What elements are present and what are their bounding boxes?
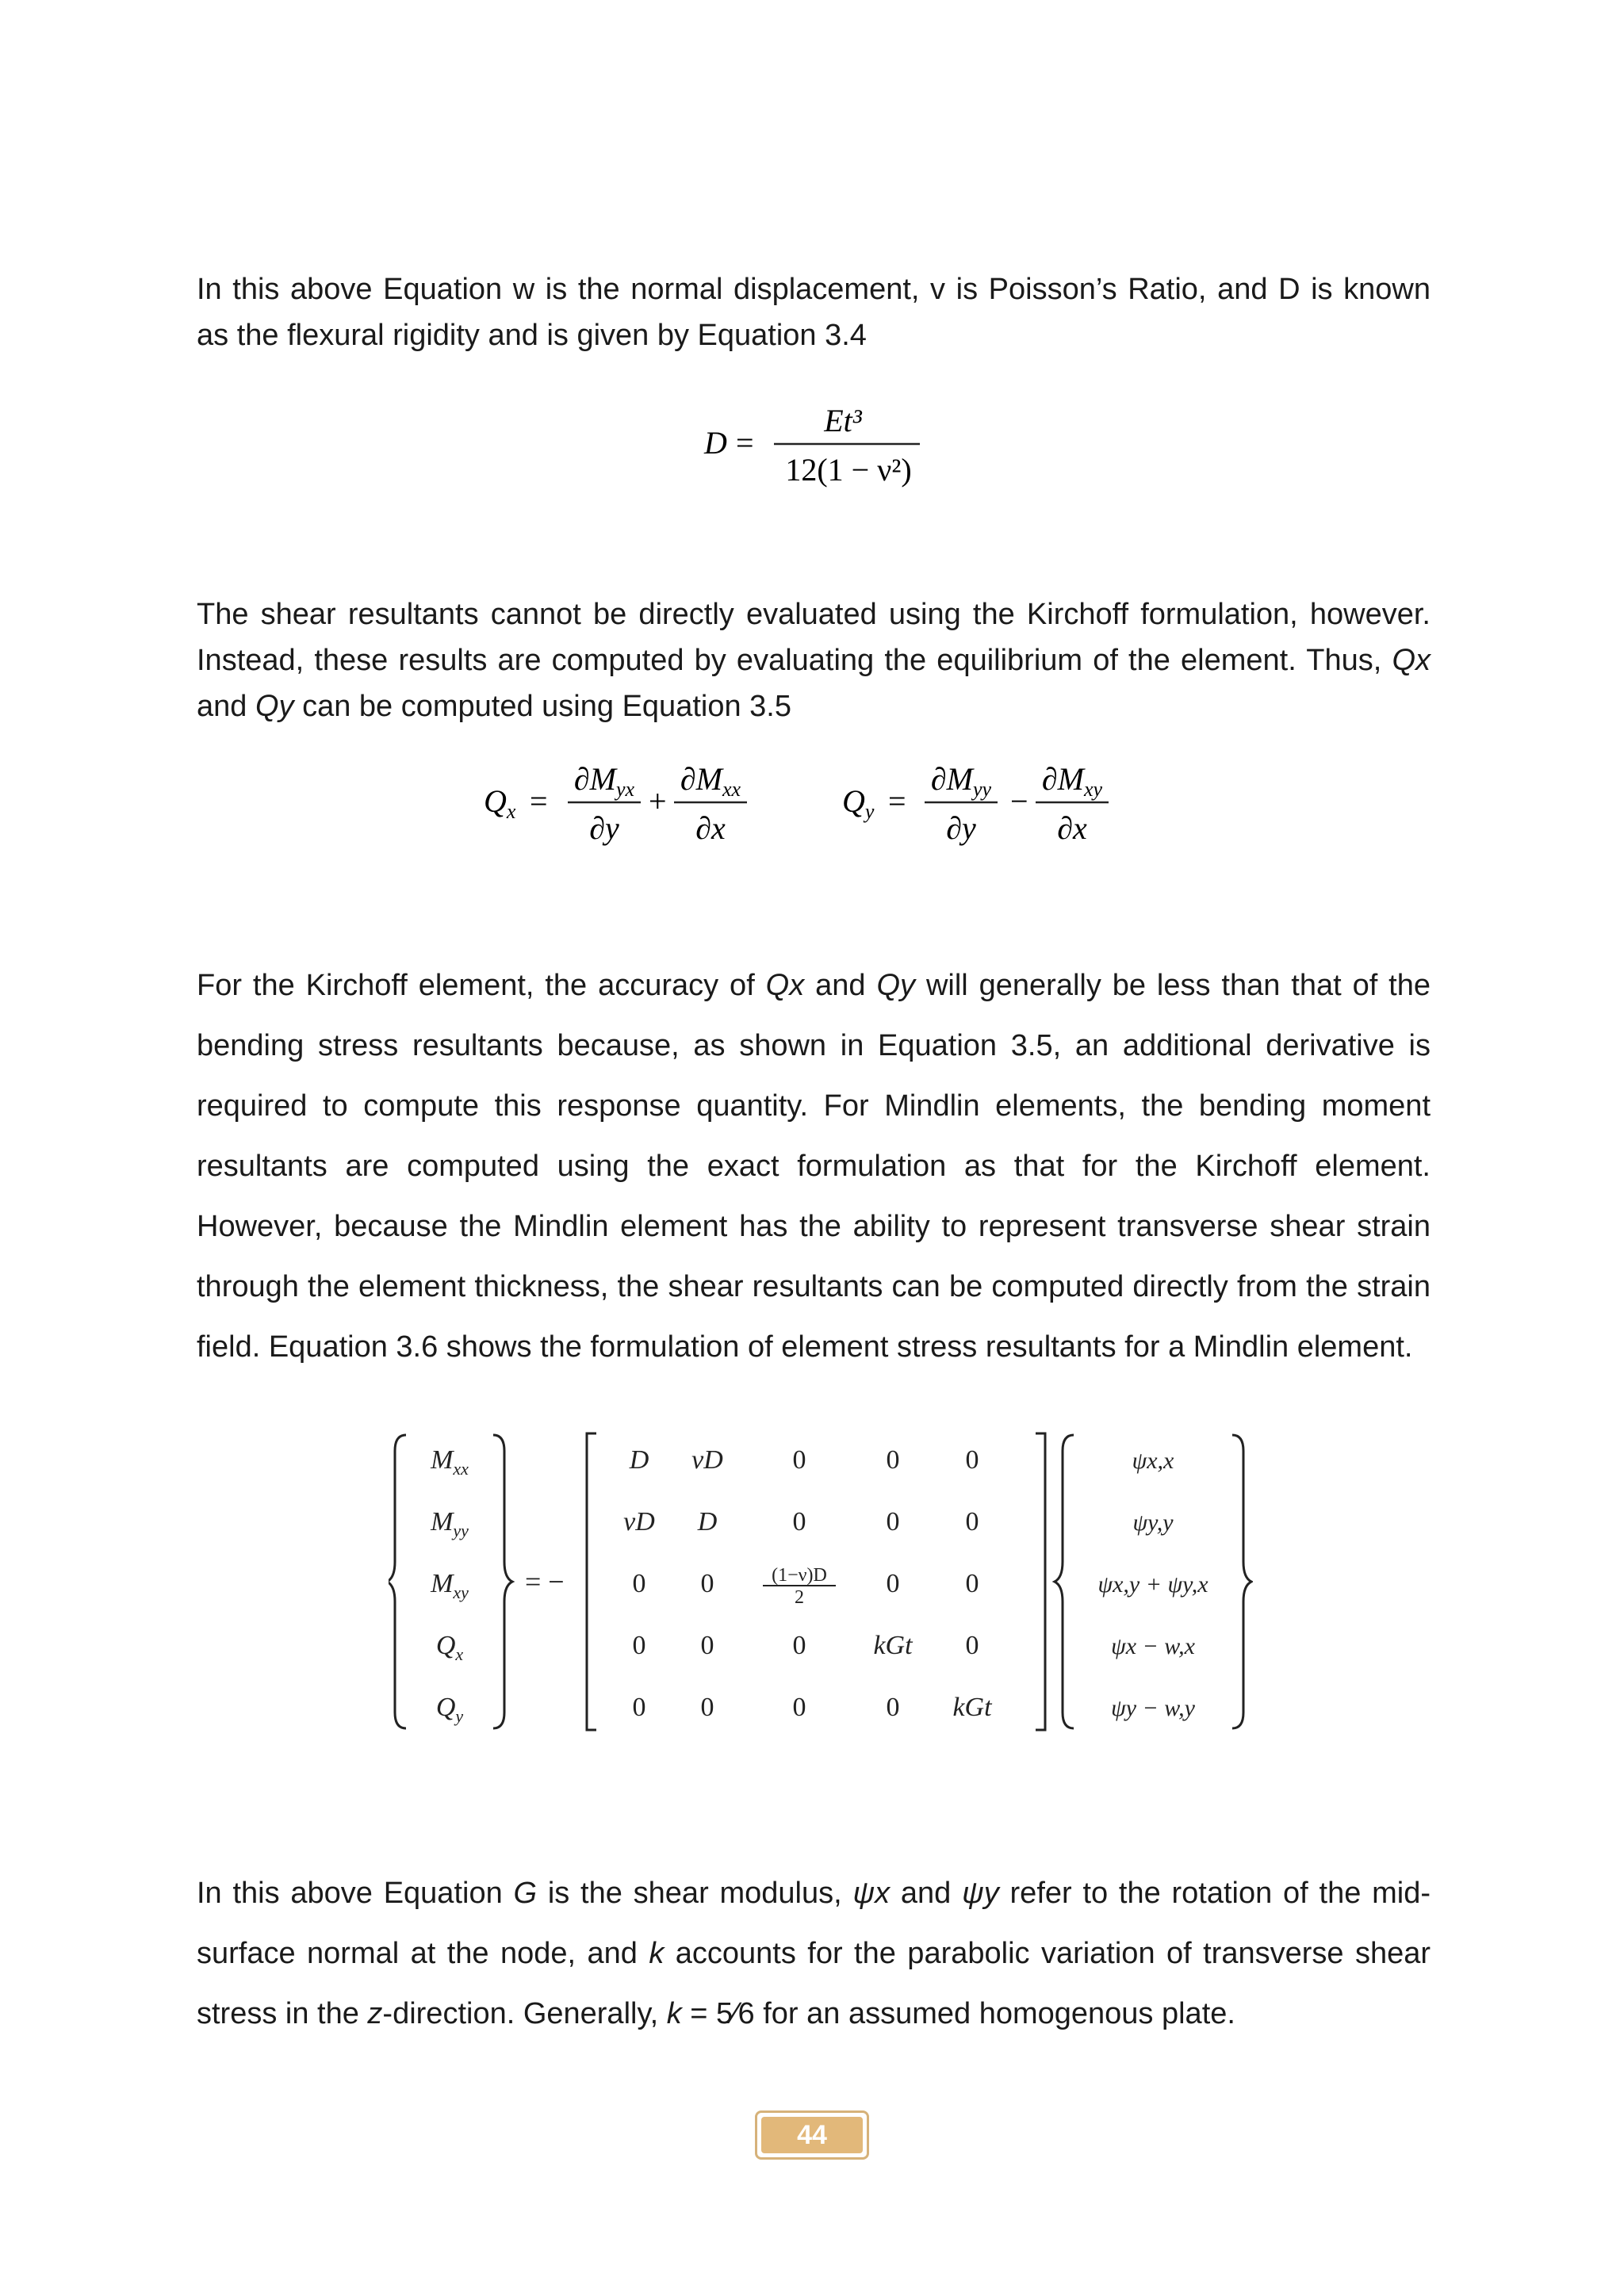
eq36-lhs-entry: $M_{xy}$ xyxy=(431,1569,469,1602)
paragraph-4-text xyxy=(197,1863,1431,2044)
p3-qx: Qx xyxy=(765,969,805,1002)
p3-text-c: will generally be less than that of the bending stress resultants because, as shown in Equation 3.5, an additional derivative is required to compute this response quantity. For Mindlin elements, the bending moment resultants are computed using the exact formulation as that for the Kirchoff element. However, because the Mindlin element has the ability to represent transverse shear strain through the element thickness, the shear resultants can be computed directly from the strain field. Equation 3.6 shows the formulation of element stress resultants for a Mindlin element. xyxy=(197,969,1431,1364)
eq36-matrix-cell: 0 xyxy=(700,1569,714,1598)
eq36-matrix-cell: kGt xyxy=(952,1693,992,1722)
eq35-qy-op: − xyxy=(1010,783,1028,819)
eq36-lhs-entry: $Q_y$ xyxy=(435,1693,464,1726)
eq36-lhs-entry: $M_{yy}$ xyxy=(431,1507,469,1540)
p3-qy: Qy xyxy=(876,969,916,1002)
eq36-matrix-cell: 0 xyxy=(700,1631,714,1660)
eq34-denominator: 12(1 − ν²) xyxy=(785,452,912,488)
eq36-matrix-cell: D xyxy=(697,1507,718,1536)
p4-text-d: refer to the rotation of the mid-surface normal at the node, and xyxy=(197,1877,1431,1970)
eq36-rhs-vector xyxy=(1097,1448,1208,1721)
eq36-matrix xyxy=(623,1445,993,1722)
eq36-matrix-left-bracket xyxy=(587,1433,596,1730)
p2-text-b: and xyxy=(197,690,255,723)
equation-3-6 xyxy=(389,1427,1253,1736)
eq36-lhs-entry: $Q_x$ xyxy=(435,1631,464,1664)
p4-text-g: = 5⁄6 for an assumed homogenous plate. xyxy=(681,1997,1235,2030)
eq36-rhs-entry: ψx − w,x xyxy=(1111,1633,1195,1659)
eq35-qx-t1-den: ∂y xyxy=(589,810,619,846)
p4-text-c: and xyxy=(890,1877,963,1910)
paragraph-2 xyxy=(197,591,1431,729)
equation-3-4 xyxy=(690,396,944,499)
eq36-matrix-cell: kGt xyxy=(873,1631,913,1660)
eq36-rhs-entry: ψy − w,y xyxy=(1111,1695,1195,1721)
eq36-matrix-cell: 0 xyxy=(632,1569,646,1598)
p3-text-b: and xyxy=(804,969,877,1002)
eq35-qy-t1-den: ∂y xyxy=(946,810,976,846)
equation-3-5 xyxy=(476,758,1142,853)
eq36-matrix-cell: 0 xyxy=(632,1631,646,1660)
eq36-frac-den: 2 xyxy=(795,1587,804,1608)
p3-text-a: For the Kirchoff element, the accuracy of xyxy=(197,969,766,1002)
eq36-matrix-cell: 0 xyxy=(965,1631,979,1660)
eq36-matrix-cell: D xyxy=(629,1445,649,1475)
p2-qy: Qy xyxy=(255,690,294,723)
p4-text-b: is the shear modulus, xyxy=(537,1877,853,1910)
eq36-rhs-entry: ψy,y xyxy=(1132,1510,1174,1536)
eq36-matrix-cell: 0 xyxy=(792,1631,806,1660)
eq34-equals: = xyxy=(736,425,754,461)
eq35-qy-t2-num: $\partial M_{xy}$ xyxy=(1041,761,1103,801)
eq36-matrix-cell: νD xyxy=(623,1507,655,1536)
eq35-qy-t1-num: $\partial M_{yy}$ xyxy=(930,761,992,801)
p4-psix: ψx xyxy=(852,1877,891,1910)
p4-text-a: In this above Equation xyxy=(197,1877,514,1910)
eq36-matrix-cell: νD xyxy=(691,1445,723,1475)
paragraph-2-text xyxy=(197,591,1431,729)
eq36-lhs-vector xyxy=(430,1445,469,1726)
p4-k: k xyxy=(649,1937,665,1970)
eq35-qx-t2-num: $\partial M_{xx}$ xyxy=(680,761,741,801)
p2-text-a: The shear resultants cannot be directly evaluated using the Kirchoff formulation, however. Instead, these results are computed by evaluating the equilibrium of the element. Thus, xyxy=(197,598,1431,677)
eq36-matrix-cell: 0 xyxy=(965,1569,979,1598)
eq36-lhs-left-brace xyxy=(389,1435,406,1728)
eq36-matrix-cell: 0 xyxy=(886,1693,900,1722)
paragraph-1 xyxy=(197,266,1431,358)
p4-psiy: ψy xyxy=(962,1877,999,1910)
eq35-qx-t1-num: $\partial M_{yx}$ xyxy=(573,761,635,801)
eq35-qy-lhs: $Q_y$ xyxy=(842,783,875,823)
paragraph-4 xyxy=(197,1863,1431,2044)
eq35-qx-op: + xyxy=(649,783,667,819)
eq34-lhs: D xyxy=(704,425,727,461)
paragraph-3-text xyxy=(197,955,1431,1377)
p4-text-f: -direction. Generally, xyxy=(382,1997,667,2030)
eq36-matrix-cell: 0 xyxy=(965,1507,979,1536)
eq36-lhs-right-brace xyxy=(493,1435,512,1728)
eq35-qx-equals: = xyxy=(530,783,548,819)
eq35-qx-lhs: $Q_x$ xyxy=(484,783,516,823)
eq34-numerator: Et³ xyxy=(824,403,862,438)
eq36-rhs-right-brace xyxy=(1232,1435,1251,1728)
eq36-matrix-cell: 0 xyxy=(792,1507,806,1536)
p4-z: z xyxy=(367,1997,383,2030)
eq35-qy-t2-den: ∂x xyxy=(1057,810,1087,846)
eq36-frac-num: (1−ν)D xyxy=(772,1565,827,1586)
p2-text-c: can be computed using Equation 3.5 xyxy=(293,690,791,723)
eq36-rhs-entry: ψx,x xyxy=(1132,1448,1174,1474)
eq36-matrix-cell: 0 xyxy=(886,1507,900,1536)
p4-k2: k xyxy=(666,1997,682,2030)
eq36-matrix-cell: 0 xyxy=(965,1445,979,1475)
eq36-lhs-entry: $M_{xx}$ xyxy=(431,1445,469,1479)
paragraph-1-text: In this above Equation w is the normal displacement, v is Poisson’s Ratio, and D is known as the flexural rigidity and is given by Equation 3.4 xyxy=(197,273,1431,352)
p4-g: G xyxy=(513,1877,538,1910)
eq35-qx-t2-den: ∂x xyxy=(695,810,726,846)
eq36-matrix-cell: 0 xyxy=(886,1445,900,1475)
eq36-matrix-cell-fraction xyxy=(763,1565,836,1608)
eq36-rhs-entry: ψx,y + ψy,x xyxy=(1097,1571,1208,1598)
eq36-matrix-cell: 0 xyxy=(632,1693,646,1722)
paragraph-3 xyxy=(197,955,1431,1377)
eq36-equals-minus: = − xyxy=(525,1566,565,1598)
eq36-matrix-cell: 0 xyxy=(792,1693,806,1722)
eq36-matrix-cell: 0 xyxy=(700,1693,714,1722)
eq36-rhs-left-brace xyxy=(1055,1435,1074,1728)
p4-text-e: accounts for the parabolic variation of transverse shear stress in the xyxy=(197,1937,1431,2030)
eq36-matrix-right-bracket xyxy=(1036,1433,1045,1730)
page-number: 44 xyxy=(761,2117,863,2153)
p2-qx: Qx xyxy=(1392,644,1431,677)
eq36-matrix-cell: 0 xyxy=(792,1445,806,1475)
eq36-matrix-cell: 0 xyxy=(886,1569,900,1598)
page-number-badge xyxy=(755,2110,869,2160)
eq35-qy-equals: = xyxy=(888,783,906,819)
